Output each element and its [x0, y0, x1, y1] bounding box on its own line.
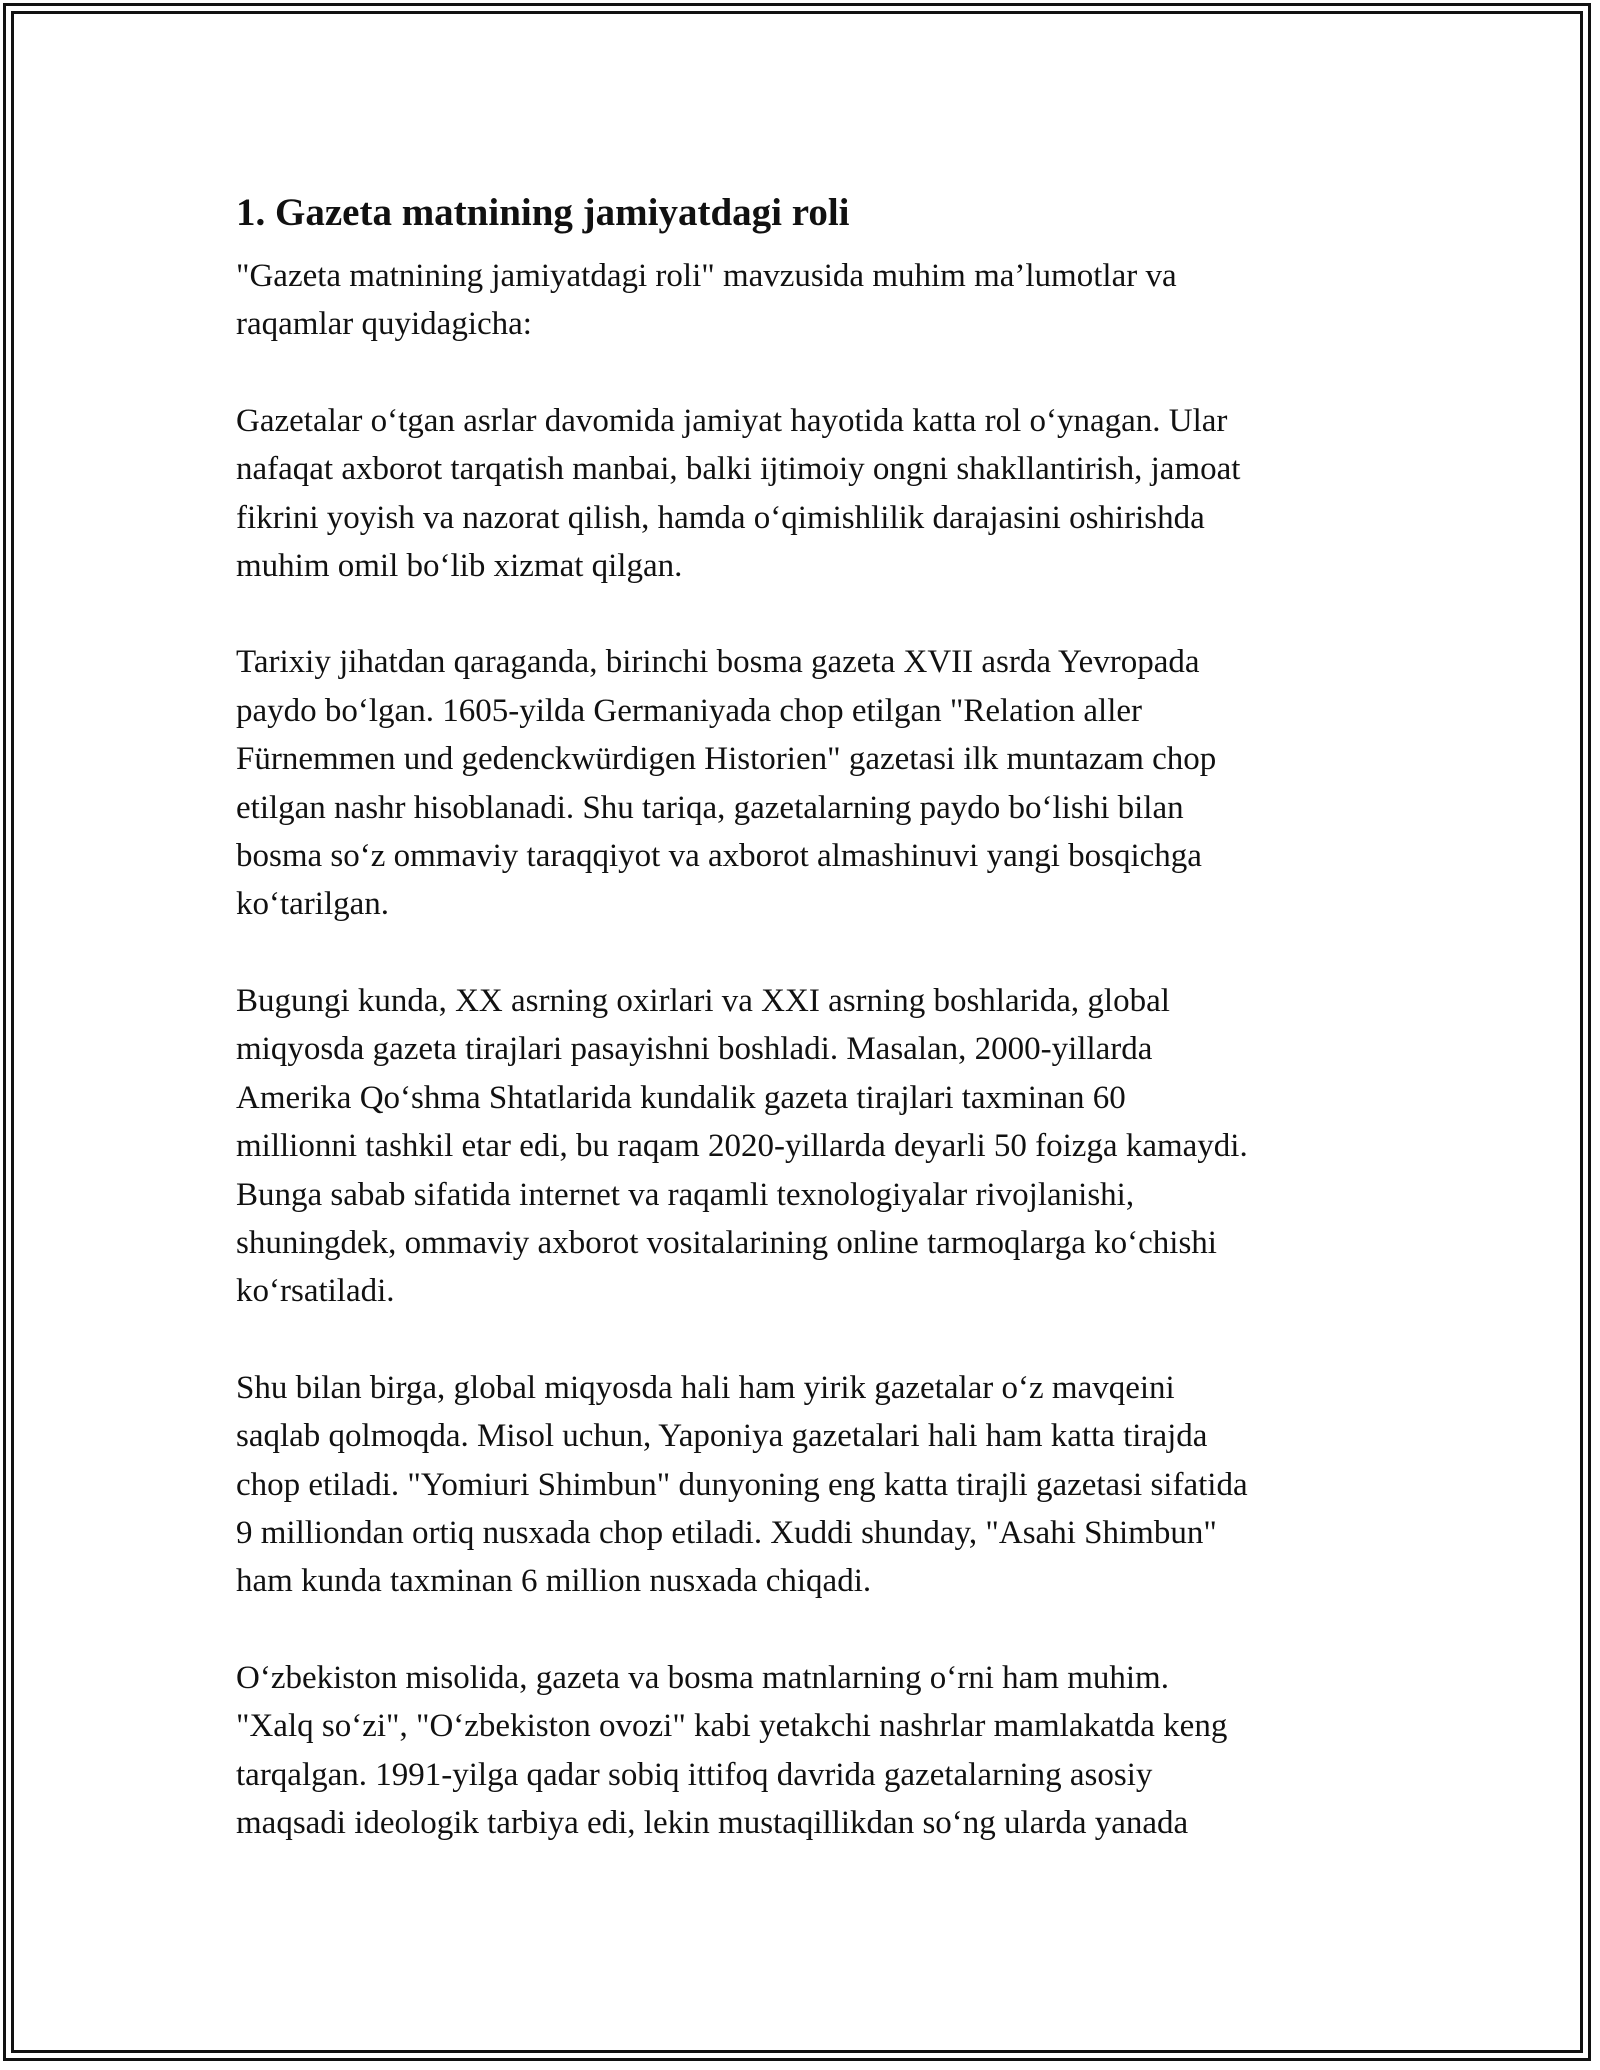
text-line: ko‘rsatiladi.: [236, 1273, 395, 1310]
text-line: ko‘tarilgan.: [236, 886, 390, 923]
text-line: bosma so‘z ommaviy taraqqiyot va axborot almashinuvi yangi bosqichga: [236, 838, 1202, 875]
text-line: tarqalgan. 1991-yilga qadar sobiq ittifoq davrida gazetalarning asosiy: [236, 1756, 1153, 1793]
text-line: fikrini yoyish va nazorat qilish, hamda o‘qimishlilik darajasini oshirishda: [236, 499, 1205, 536]
text-line: Bugungi kunda, XX asrning oxirlari va XXI asrning boshlarida, global: [236, 982, 1170, 1019]
paragraph-intro: [236, 252, 1376, 349]
paragraph-history: [236, 638, 1376, 928]
text-line: maqsadi ideologik tarbiya edi, lekin mustaqillikdan so‘ng ularda yanada: [236, 1804, 1189, 1841]
text-line: ham kunda taxminan 6 million nusxada chiqadi.: [236, 1563, 872, 1600]
text-line: miqyosda gazeta tirajlari pasayishni boshladi. Masalan, 2000-yillarda: [236, 1031, 1153, 1068]
text-line: Amerika Qo‘shma Shtatlarida kundalik gazeta tirajlari taxminan 60: [236, 1079, 1126, 1116]
paragraph-role: [236, 397, 1376, 591]
text-line: Shu bilan birga, global miqyosda hali ham yirik gazetalar o‘z mavqeini: [236, 1369, 1175, 1406]
document-body: [236, 187, 1376, 1895]
text-line: Bunga sabab sifatida internet va raqamli texnologiyalar rivojlanishi,: [236, 1176, 1135, 1213]
text-line: shuningdek, ommaviy axborot vositalarining online tarmoqlarga ko‘chishi: [236, 1224, 1217, 1261]
text-line: Gazetalar o‘tgan asrlar davomida jamiyat hayotida katta rol o‘ynagan. Ular: [236, 402, 1228, 439]
paragraph-uzbekistan: [236, 1654, 1376, 1848]
text-line: chop etiladi. "Yomiuri Shimbun" dunyoning eng katta tirajli gazetasi sifatida: [236, 1466, 1248, 1503]
text-line: "Gazeta matnining jamiyatdagi roli" mavzusida muhim ma’lumotlar va: [236, 258, 1177, 294]
text-line: Tarixiy jihatdan qaraganda, birinchi bosma gazeta XVII asrda Yevropada: [236, 644, 1200, 681]
text-line: etilgan nashr hisoblanadi. Shu tariqa, gazetalarning paydo bo‘lishi bilan: [236, 789, 1184, 826]
text-line: "Xalq so‘zi", "O‘zbekiston ovozi" kabi yetakchi nashrlar mamlakatda keng: [236, 1708, 1228, 1745]
text-line: muhim omil bo‘lib xizmat qilgan.: [236, 548, 683, 585]
text-line: millionni tashkil etar edi, bu raqam 2020-yillarda deyarli 50 foizga kamaydi.: [236, 1128, 1248, 1165]
text-line: O‘zbekiston misolida, gazeta va bosma matnlarning o‘rni ham muhim.: [236, 1659, 1169, 1696]
section-heading: 1. Gazeta matnining jamiyatdagi roli: [236, 191, 850, 234]
paragraph-japan: [236, 1364, 1376, 1606]
text-line: saqlab qolmoqda. Misol uchun, Yaponiya gazetalari hali ham katta tirajda: [236, 1418, 1208, 1455]
text-line: paydo bo‘lgan. 1605-yilda Germaniyada chop etilgan "Relation aller: [236, 692, 1143, 729]
paragraph-decline: [236, 977, 1376, 1316]
text-line: raqamlar quyidagicha:: [236, 306, 532, 343]
text-line: nafaqat axborot tarqatish manbai, balki ijtimoiy ongni shakllantirish, jamoat: [236, 451, 1241, 488]
text-line: Fürnemmen und gedenckwürdigen Historien" gazetasi ilk muntazam chop: [236, 741, 1217, 778]
text-line: 9 milliondan ortiq nusxada chop etiladi. Xuddi shunday, "Asahi Shimbun": [236, 1514, 1217, 1551]
